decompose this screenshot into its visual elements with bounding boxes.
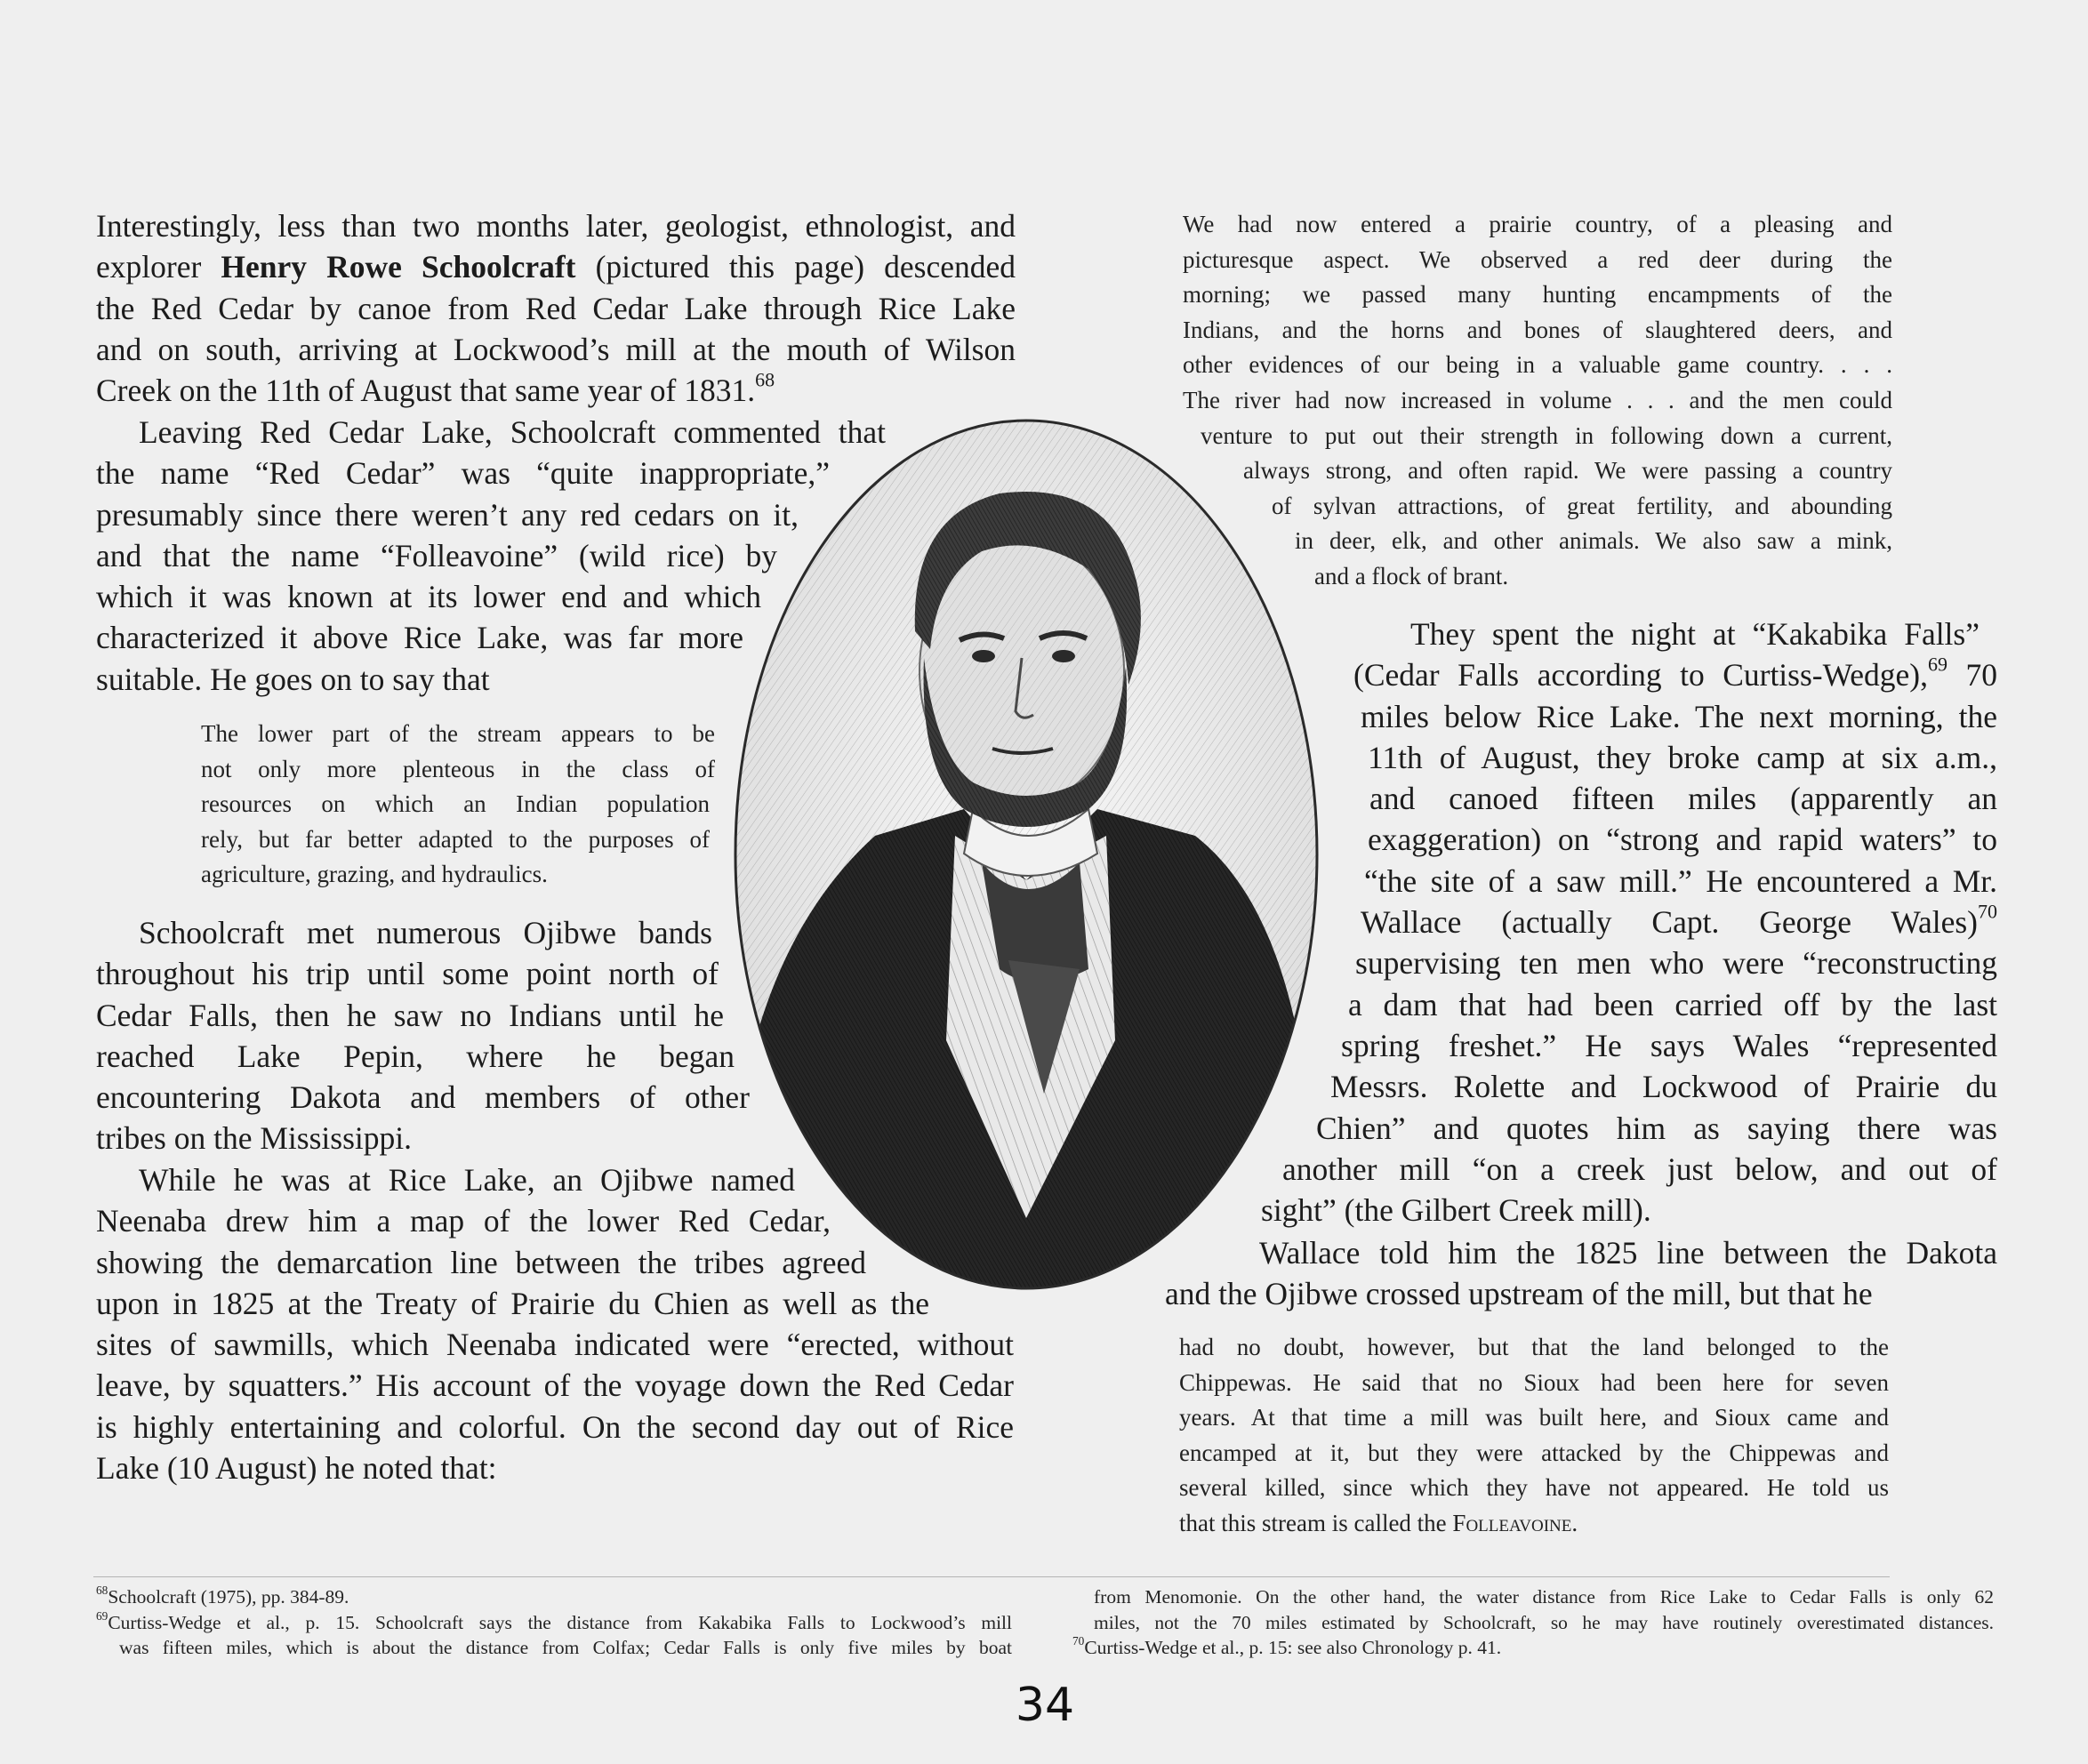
- footnote-68: $^{68}$Schoolcraft (1975), pp. 384-89.: [96, 1584, 349, 1608]
- name-schoolcraft: Henry Rowe Schoolcraft: [221, 249, 576, 285]
- paragraph-kakabika-falls: They spent the night at “Kakabika Falls” (Cedar Falls according to Curtiss-Wedge),$^{69}$ 70 miles below Rice Lake. The next morning, the 11th of August, they broke camp at six a.m., and canoed fifteen miles (apparently an exaggeration) on “strong and rapid waters” to “the site of a saw mill.” He encountered a Mr. Wallace (actually Capt. George Wales)$^{70}$ supervising ten men who were “reconstructing a dam that had been carried off by the last spring freshet.” He says Wales “represented Messrs. Rolette and Lockwood of Prairie du Chien” and quotes him as saying there was another mill “on a creek just below, and out of sight” (the Gilbert Creek mill).: [1261, 616, 1997, 1229]
- footnote-69: $^{69}$Curtiss-Wedge et al., p. 15. Schoolcraft says the distance from Kakabika Falls to Lockwood’s mill: [96, 1608, 1012, 1633]
- page-number: 34: [1015, 1679, 1075, 1732]
- footnote-rule: [93, 1576, 1890, 1577]
- paragraph-ojibwe-bands: Schoolcraft met numerous Ojibwe bands throughout his trip until some point north of Cedar Falls, then he saw no Indians until he reached Lake Pepin, where he began encountering Dakota and members of other tribes on the Mississippi.: [96, 915, 750, 1157]
- footnotes-left: $^{68}$Schoolcraft (1975), pp. 384-89. $^{69}$Curtiss-Wedge et al., p. 15. Schoolcraft says the distance from Kakabika Falls to Lockwood’s mill was fifteen miles, which is about the distance from Colfax; Cedar Falls is only five miles by boat: [96, 1584, 1012, 1659]
- block-quote-lower-stream: The lower part of the stream appears to be not only more plenteous in the class of resources on which an Indian population rely, but far better adapted to the purposes of agriculture, grazing, and hydraulics.: [201, 720, 715, 888]
- footnote-ref-68: 68: [755, 368, 775, 391]
- footnote-ref-70: 70: [1978, 900, 1997, 923]
- footnote-ref-69: 69: [1928, 653, 1947, 676]
- block-quote-prairie-country: We had now entered a prairie country, of a pleasing and picturesque aspect. We observed a red deer during the morning; we passed many hunting encampments of the Indians, and the horns and bones of slaughtered deers, and other evidences of our being in a valuable game country. . . . The river had now increased in volume . . . and the men could venture to put out their strength in following down a current, always strong, and often rapid. We were passing a country of sylvan attractions, of great fertility, and abounding in deer, elk, and other animals. We also saw a mink, and a flock of brant.: [1183, 211, 1892, 589]
- footnotes-right: from Menomonie. On the other hand, the water distance from Rice Lake to Cedar Falls is only 62 miles, not the 70 miles estimated by Schoolcraft, so he may have routinely overestimated distances. $^{70}$Curtiss-Wedge et al., p. 15: see also Chronology p. 41.: [1072, 1584, 1994, 1661]
- paragraph-neenaba-map: While he was at Rice Lake, an Ojibwe named Neenaba drew him a map of the lower Red Cedar, showing the demarcation line between the tribes agreed upon in 1825 at the Treaty of Prairie du Chien as well as the sites of sawmills, which Neenaba indicated were “erected, without leave, by squatters.” His account of the voyage down the Red Cedar is highly entertaining and colorful. On the second day out of Rice Lake (10 August) he noted that:: [96, 1162, 1014, 1487]
- paragraph-red-cedar-name: Leaving Red Cedar Lake, Schoolcraft commented that the name “Red Cedar” was “quite inappropriate,” presumably since there weren’t any red cedars on it, and that the name “Folleavoine” (wild rice) by which it was known at its lower end and which characterized it above Rice Lake, was far more suitable. He goes on to say that: [96, 414, 886, 697]
- footnote-70: $^{70}$Curtiss-Wedge et al., p. 15: see also Chronology p. 41.: [1072, 1634, 1502, 1659]
- paragraph-intro: Interestingly, less than two months later, geologist, ethnologist, and explorer Henry Rowe Schoolcraft (pictured this page) descended the Red Cedar by canoe from Red Cedar Lake through Rice Lake and on south, arriving at Lockwood’s mill at the mouth of Wilson Creek on the 11th of August that same year of 1831.68: [96, 208, 1016, 409]
- paragraph-1825-line: Wallace told him the 1825 line between the Dakota and the Ojibwe crossed upstream of the mill, but that he: [1165, 1235, 1997, 1312]
- block-quote-chippewas: had no doubt, however, but that the land belonged to the Chippewas. He said that no Sioux had been here for seven years. At that time a mill was built here, and Sioux came and encamped at it, but they were attacked by the Chippewas and several killed, since which they have not appeared. He told us that this stream is called the Folleavoine.: [1179, 1334, 1889, 1536]
